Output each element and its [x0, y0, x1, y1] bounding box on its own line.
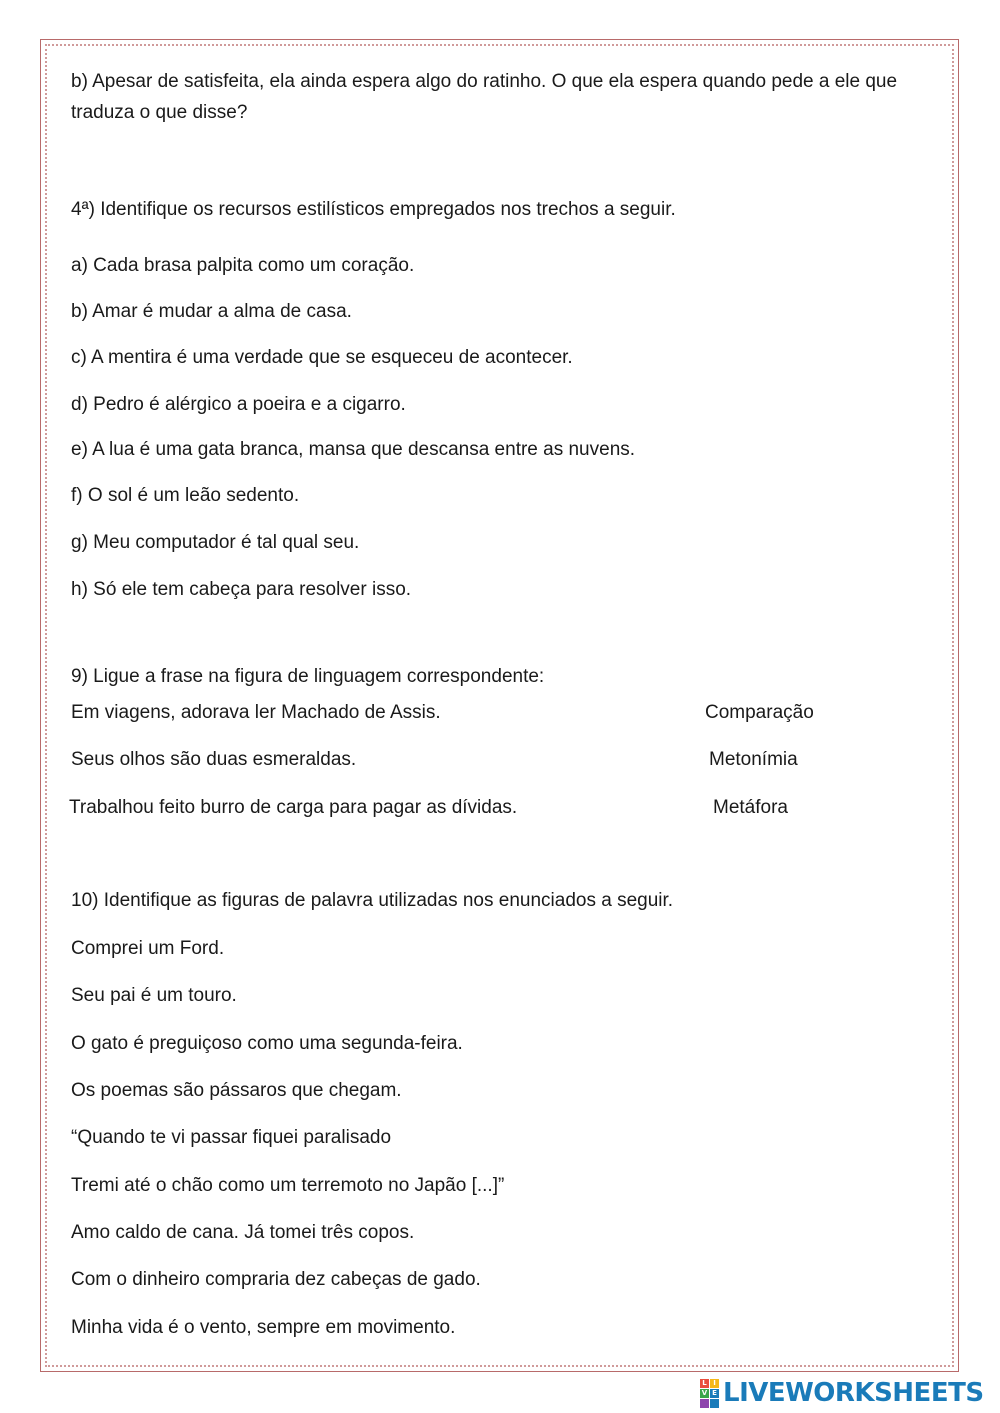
question-4-item-b: b) Amar é mudar a alma de casa. [71, 301, 352, 322]
question-4-item-d: d) Pedro é alérgico a poeira e a cigarro. [71, 394, 406, 415]
question-4-item-e: e) A lua é uma gata branca, mansa que descansa entre as nuvens. [71, 439, 636, 460]
logo-cubes-icon [700, 1379, 719, 1408]
question-10-item: Comprei um Ford. [71, 938, 225, 959]
question-10-item: “Quando te vi passar fiquei paralisado [71, 1127, 392, 1148]
question-10-item: Os poemas são pássaros que chegam. [71, 1080, 402, 1101]
logo-cube: I [710, 1379, 719, 1388]
liveworksheets-logo [700, 1378, 984, 1408]
question-4-heading: 4ª) Identifique os recursos estilísticos empregados nos trechos a seguir. [71, 199, 676, 220]
question-9-option: Comparação [705, 702, 814, 723]
question-10-item: Tremi até o chão como um terremoto no Japão [...]” [71, 1175, 505, 1196]
logo-text: LIVEWORKSHEETS [723, 1378, 984, 1408]
logo-cube: V [701, 1388, 708, 1397]
question-10-heading: 10) Identifique as figuras de palavra utilizadas nos enunciados a seguir. [71, 890, 674, 911]
question-10-item: O gato é preguiçoso como uma segunda-feira. [71, 1033, 463, 1054]
question-9-phrase: Trabalhou feito burro de carga para pagar as dívidas. [69, 797, 518, 818]
question-4-item-f: f) O sol é um leão sedento. [71, 485, 300, 506]
question-9-option: Metonímia [709, 749, 798, 770]
logo-cube [700, 1399, 709, 1408]
question-10-item: Minha vida é o vento, sempre em movimento. [71, 1317, 456, 1338]
question-9-option: Metáfora [713, 797, 788, 818]
question-9-phrase: Seus olhos são duas esmeraldas. [71, 749, 357, 770]
question-10-item: Com o dinheiro compraria dez cabeças de gado. [71, 1269, 481, 1290]
logo-cube [710, 1399, 719, 1408]
logo-cube: L [700, 1379, 709, 1388]
question-10-item: Amo caldo de cana. Já tomei três copos. [71, 1222, 415, 1243]
question-4-item-a: a) Cada brasa palpita como um coração. [71, 255, 415, 276]
question-9-heading: 9) Ligue a frase na figura de linguagem correspondente: [71, 666, 545, 687]
question-10-item: Seu pai é um touro. [71, 985, 237, 1006]
question-4-item-c: c) A mentira é uma verdade que se esqueceu de acontecer. [71, 347, 573, 368]
question-3b-text: b) Apesar de satisfeita, ela ainda espera algo do ratinho. O que ela espera quando pede a ele que traduza o que disse? [71, 71, 898, 123]
question-4-item-h: h) Só ele tem cabeça para resolver isso. [71, 579, 412, 600]
question-9-phrase: Em viagens, adorava ler Machado de Assis. [71, 702, 441, 723]
logo-cube: E [710, 1389, 719, 1398]
question-4-item-g: g) Meu computador é tal qual seu. [71, 532, 360, 553]
